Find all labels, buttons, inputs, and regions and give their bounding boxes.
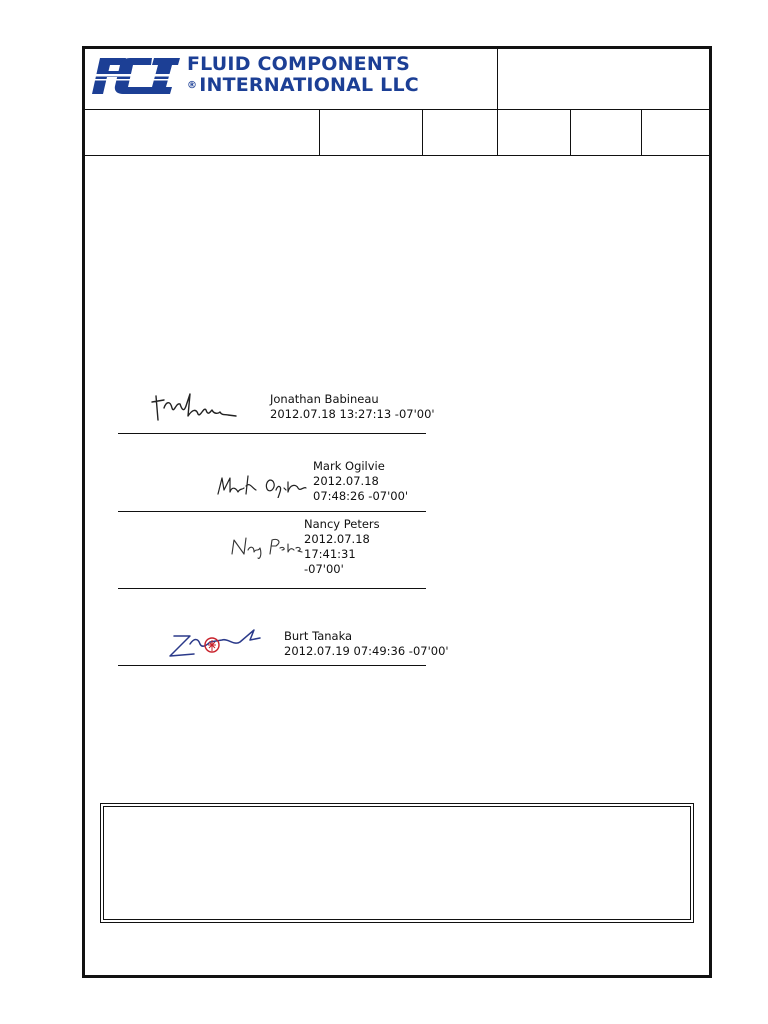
company-name-line2-wrap — [187, 75, 419, 96]
signer-name: Mark Ogilvie — [313, 459, 385, 473]
signature-date: 2012.07.18 — [313, 474, 379, 488]
signature-3-scribble — [228, 534, 304, 562]
company-logo — [90, 53, 419, 98]
signature-1-details — [270, 392, 435, 422]
signature-date: 2012.07.18 — [304, 532, 370, 546]
signature-3-details — [304, 517, 380, 577]
signer-name: Burt Tanaka — [284, 629, 353, 643]
signature-2-line — [118, 511, 426, 512]
header-col-divider-2 — [422, 109, 423, 155]
signature-time: 17:41:31 — [304, 547, 356, 561]
company-name — [187, 54, 419, 96]
signature-timezone: -07'00' — [304, 562, 344, 576]
signature-date: 2012.07.19 07:49:36 -07'00' — [284, 644, 449, 658]
signature-1-line — [118, 433, 426, 434]
signature-2-details — [313, 459, 408, 504]
note-box — [103, 806, 691, 920]
signature-4-details — [284, 629, 449, 659]
header-divider-top — [84, 109, 710, 110]
header-divider-bottom — [84, 155, 710, 156]
signature-time: 07:48:26 -07'00' — [313, 489, 409, 503]
signature-date: 2012.07.18 13:27:13 -07'00' — [270, 407, 435, 421]
signature-4-line — [118, 665, 426, 666]
signature-4-scribble — [164, 626, 264, 660]
signer-name: Nancy Peters — [304, 517, 380, 531]
header-col-divider-4 — [641, 109, 642, 155]
company-name-line2: INTERNATIONAL LLC — [199, 74, 419, 96]
fci-logo-mark — [90, 56, 182, 96]
signer-name: Jonathan Babineau — [270, 392, 379, 406]
company-name-line1: FLUID COMPONENTS — [187, 53, 410, 75]
signature-3-line — [118, 588, 426, 589]
header-col-divider-1 — [319, 109, 320, 155]
registered-mark: ® — [187, 80, 198, 91]
signature-2-scribble — [212, 472, 312, 498]
signature-1-scribble — [150, 388, 240, 426]
header-col-divider-3 — [570, 109, 571, 155]
header-logo-divider — [497, 48, 498, 155]
